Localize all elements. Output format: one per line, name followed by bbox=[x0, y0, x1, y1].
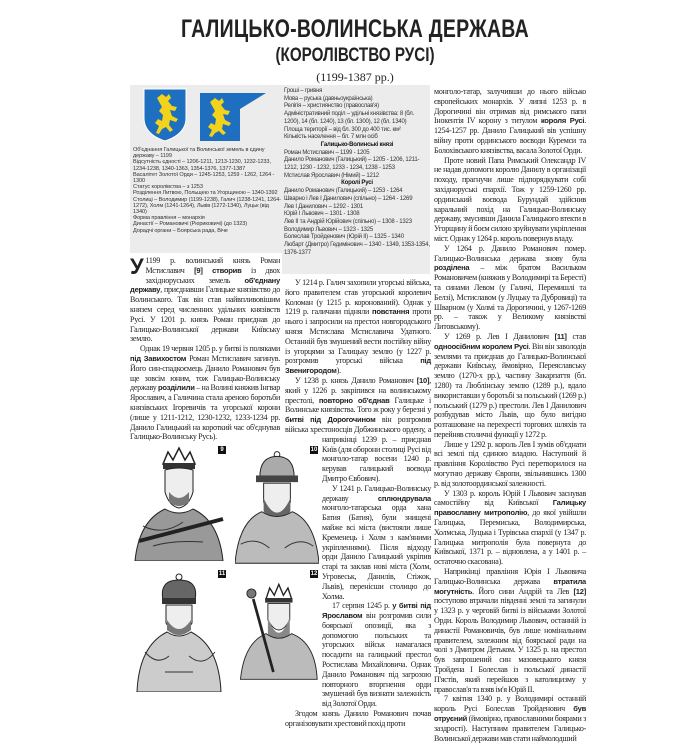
fact: Статус королівства – з 1253 bbox=[133, 184, 203, 191]
ruler: Болеслав Тройденович (Юрій ІІ) – 1325 - 1340 bbox=[284, 234, 404, 241]
ruler: Юрій І Львович – 1301 - 1308 bbox=[284, 211, 360, 218]
body-paragraph bbox=[434, 489, 586, 567]
portrait-roman-mstyslavych bbox=[133, 446, 225, 561]
text-run: У 1264 р. Данило Романович помер. Галицько-Волинська держава знову була bbox=[434, 243, 586, 263]
page-subtitle: (КОРОЛІВСТВО РУСІ) bbox=[275, 45, 435, 66]
bold-text-run: одноосібним королем Русі bbox=[434, 341, 529, 351]
text-run: 1199 р. волинський князь Роман Мстиславич bbox=[145, 256, 280, 275]
text-run: Однак 19 червня 1205 р. у битві із поляками bbox=[140, 344, 280, 354]
text-run: проти нього і запросили на престол новгородського князя Мстислава Мстиславича Удатного. Останній був змушений вести постійну війну із угорцями за Галицьку землю (у 1227 р. розгромив угорські війська bbox=[285, 307, 432, 366]
bold-text-run: повстання bbox=[372, 307, 410, 317]
text-run: 7 квітня 1340 р. у Володимирі останній король Русі Болеслав Тройденович bbox=[434, 694, 586, 714]
bold-text-run: Галицьку православну митрополію bbox=[434, 498, 586, 518]
text-run: Проте новий Папа Римський Олександр IV не надав допомоги королю Данилу в організації походу, прагнучи лише підпорядкувати собі західноруські єпархії. Тож у 1259-1260 рр. ординський воєвода Бурундай здійснив каральний похід на Галицько-Волинську державу, змусивши Данила Галицького втекти в Угорщину й боєм силою зруйнувати укріплення міст. Однак у 1264 р. король повернув владу. bbox=[434, 155, 586, 243]
ruler: Лев І Данилович – 1292 - 1301 bbox=[284, 203, 363, 210]
fact: Розділення Литвою, Польщею та Угорщиною – 1340-1392 bbox=[133, 190, 278, 197]
drop-cap: У bbox=[130, 254, 144, 279]
text-run: став bbox=[566, 331, 586, 341]
body-paragraph bbox=[130, 344, 280, 442]
ruler: Володимир Львович – 1323 - 1325 bbox=[284, 226, 373, 233]
text-run: Наприкінці правління Юрія І Львовича Галицько-Волинська держава bbox=[434, 567, 586, 586]
body-paragraph bbox=[434, 244, 586, 332]
fact: Площа території – від бл. 300 до 400 тис. км² bbox=[284, 126, 401, 133]
fact: Дорадчі органи – Боярська рада, Віче bbox=[133, 227, 228, 234]
portrait-andrii-lev-yuriiovychi bbox=[235, 576, 319, 684]
page-years: (1199-1387 рр.) bbox=[316, 70, 394, 84]
text-column-left bbox=[130, 256, 280, 442]
text-run: Лише у 1292 р. король Лев І зумів об'єднати всі землі під єдиною владою. Наступний й правління Королівство Русі перетворилося на могутню державу Європи, звільнившись 1300 р. від золотоординської залежності. bbox=[434, 439, 586, 488]
fact: Столиці – Володимир (1199-1238), Галич (1238-1241, 1264-1272), Холм (1241-1264), Львів (1272-1340), Луцьк (від 1340) bbox=[133, 196, 281, 216]
paragraphs bbox=[434, 87, 586, 743]
text-run: монголо-татарська орда хана Батия (Батия), були знищені майже всі міста (вистояли лише Кременець і Холм з кам'яними укріпленнями). Після відходу орди Данило Галицький укріпив старі та заклав нові міста (Холм, Угровеськ, Данилів, Стіжок, Львів), перенісши столицю до Холма. bbox=[322, 503, 431, 601]
text-run: Згодом князь Данило Романович почав організовувати хрестовий похід проти bbox=[285, 709, 431, 728]
bold-text-run: [12] bbox=[573, 586, 586, 596]
page-title: ГАЛИЦЬКО-ВОЛИНСЬКА ДЕРЖАВА bbox=[181, 15, 529, 43]
text-run: У 1269 р. Лев І Данилович bbox=[444, 331, 555, 341]
portrait-number-badge: 11 bbox=[218, 571, 226, 577]
bold-text-run: втратила могутність bbox=[434, 576, 586, 596]
text-run: він розгромив сили боярської опозиції, яка з допомогою польських та угорських військ намагалася посадити на галицький престол Ростислава Михайловича. Однак Данило Романович під загрозою повторного вторгнення орди змушений був визнати залежність від Золотої Орди. bbox=[322, 611, 431, 709]
kings-heading: Королі Русі bbox=[341, 180, 373, 187]
text-run: , до якої увійшли Галицька, Перемиська, Володимирська, Холмська, Луцька і Турівська єпархії (у 1347 р. Галицька митрополія була повернута до Київської, 1371 р. – відновлена, а у 1401 р. – остаточно скасована). bbox=[434, 508, 586, 567]
page-header bbox=[130, 14, 580, 86]
bold-text-run: [10] bbox=[416, 375, 430, 385]
bold-text-run: повторно об'єднав bbox=[318, 395, 390, 405]
text-run: монголо-татар, залучивши до нього військо європейських монархів. У липні 1253 р. в Дорогичині він отримав від римського папи Інокентія IV корону з титулом bbox=[434, 87, 586, 126]
paragraphs bbox=[130, 256, 280, 442]
text-run: У 1241 р. Галицько-Волинську державу bbox=[322, 483, 431, 503]
bold-text-run: [9] bbox=[194, 265, 203, 275]
fact: Форма правління – монархія bbox=[133, 215, 205, 222]
fact: Відсутність єдності – 1206-1211, 1213-1230, 1232-1233, 1234-1238, 1340-1363, 1354-1376, 1377-1387 bbox=[133, 159, 271, 172]
coat-of-arms-shield-icon bbox=[143, 88, 187, 142]
fact: Об'єднання Галицької та Волинської земель в єдину державу – 1199 bbox=[133, 147, 265, 160]
fact: Васалітет Золотої Орди – 1245-1253, 1259 - 1262, 1264 - 1300 bbox=[133, 171, 275, 185]
bold-text-run: розділили bbox=[158, 383, 195, 393]
text-column-right bbox=[434, 87, 586, 743]
body-paragraph bbox=[130, 256, 280, 344]
text-run: із двох західноруських земель bbox=[145, 265, 280, 285]
body-paragraph bbox=[434, 156, 586, 244]
bold-text-run: створив bbox=[212, 265, 242, 275]
text-run: , приєднавши Галицьке князівство до Волинського. Так він став найвпливовішим князем серед численних удільних князівств Русі. У 1201 р. князь Роман приєднав до Галицько-Волинської держави Київську землю. bbox=[130, 285, 280, 344]
text-run: ). bbox=[336, 366, 341, 376]
ruler: Мстислав Ярославич (Німий) – 1212 bbox=[284, 172, 379, 179]
text-run: – між братом Васильком Романовичем (княжив у Володимирі та Бересті) та синами Левом (у Галичі, Перемишлі та Белзі), Мстиславом (у Луцьку та Дубровиці) та Шварном (у Холмі та Дорогичині, у 1267-1269 рр. – також у Великому князівстві Литовському). bbox=[434, 263, 586, 332]
portrait-lev-danylovych bbox=[135, 572, 223, 692]
fact: Гроші – гривня bbox=[284, 88, 323, 94]
body-paragraph bbox=[434, 332, 586, 440]
text-run: , який у 1226 р. закріпився на волинському престолі, bbox=[285, 375, 431, 405]
bold-text-run: розділена bbox=[434, 263, 470, 273]
infobox-facts-right bbox=[284, 88, 430, 257]
text-run: . Він він заволодів землями та приєднав до Галицько-Волинської держави Київську, ймовірно, Переяславську землю (1270-х рр.), частину Закарпаття (бл. 1280) та Люблінську землю (1289 р.), вдало використавши у боротьбі за польський (1269 р.) польський (1279 р.) престоли. Лев І Данилович розбудував місто Львів, що було вигідно розташоване на перехресті торгових шляхів та перейняв столичні функції у 1272 р. bbox=[434, 341, 586, 439]
text-run: . Його сини Андрій та Лев bbox=[472, 586, 574, 596]
banner-lion-icon bbox=[200, 93, 266, 141]
ruler: Роман Мстиславич – 1199 - 1205 bbox=[284, 149, 370, 156]
text-run: Роман Мстиславич загинув. Його син-спадкоємець Данило Романович був ще зовсім юним, тож Галицько-Волинську державу bbox=[130, 353, 280, 393]
princes-heading: Галицько-Волинські князі bbox=[320, 141, 394, 148]
bold-text-run: об'єднану державу bbox=[130, 275, 280, 295]
body-paragraph bbox=[434, 440, 586, 489]
portrait-number-badge: 9 bbox=[218, 446, 226, 454]
text-run: У 1214 р. Галич захопили угорські війська, його правителем став угорський королевич Коломан (у 1215 р. коронований). Однак у 1219 р. галичани підняли bbox=[285, 278, 431, 317]
body-paragraph bbox=[434, 87, 586, 156]
body-paragraph bbox=[434, 694, 586, 743]
bold-text-run: короля Русі bbox=[540, 116, 585, 126]
text-run: У 1303 р. король Юрій І Львович заснував самостійну від Київської bbox=[434, 488, 586, 508]
body-paragraph bbox=[434, 567, 586, 694]
portrait-number-badge: 12 bbox=[310, 571, 318, 577]
ruler: Данило Романович (Галицький) – 1253 - 1264 bbox=[284, 188, 403, 195]
text-run: (ймовірно, православними боярами з заздрості). Наступним правителем Галицько-Волинської держави мав стати наймолодший bbox=[434, 714, 586, 743]
fact: Релігія – християнство (православ'я) bbox=[284, 103, 379, 110]
text-run: – на Волині княжив Інгвар Ярославич, а Галичина стала ареною боротьби князівських Ігоревичів та угорської корони (лише у 1211-1212, 1230-1232, 1233-1234 рр. Данило Галицький на короткий час об'єднував Галицько-Волинську Русь). bbox=[130, 383, 280, 442]
fact: Династії – Романовичі (Рюриковичі) (до 1323) bbox=[133, 221, 248, 228]
body-paragraph bbox=[285, 709, 431, 729]
infobox-facts-left bbox=[133, 147, 281, 234]
bold-text-run: битві під Дорогочином bbox=[285, 415, 376, 425]
bold-text-run: був отруєний bbox=[434, 704, 586, 723]
bold-text-run: у битві під Ярославом bbox=[322, 601, 431, 621]
text-run: 17 серпня 1245 р. bbox=[332, 601, 393, 611]
text-run: поступово втрачали південні землі та загинули у 1323 р. у черговій битві із військами Золотої Орди. Король Володимир Львович, останній із династії Романовичів, був лише номінальним правителем, залежним від боярської ради на чолі з Дмитром Детьком. У 1325 р. на престол був запрошений син мазовецького князя Тройдена І Болеслав із польської династії П'ястів, який перейшов з католицизму у православ'я та взяв ім'я Юрій ІІ. bbox=[434, 596, 586, 694]
ruler: Данило Романович (Галицький) – 1205 - 1206, 1211-1212, 1230 - 1232, 1233 - 1234, 1238 - 1253 bbox=[284, 157, 420, 172]
text-run: У 1238 р. князь Данило Романович bbox=[295, 375, 417, 385]
portrait-danylo-romanovych bbox=[235, 446, 319, 566]
bold-text-run: під Завихостом bbox=[130, 353, 187, 363]
bold-text-run: під Звенигородом bbox=[285, 356, 431, 376]
portrait-number-badge: 10 bbox=[310, 447, 318, 453]
fact: Кількість населення – бл. 7 млн осіб bbox=[284, 134, 378, 141]
text-run: . 1254-1257 рр. Данило Галицький вів успішну війну проти ординського воєводи Куремси та Болохівського князівства, васала Золотої Орди. bbox=[434, 116, 586, 155]
body-paragraph bbox=[285, 278, 431, 376]
text-run: Галицьке і Волинське князівства. Того ж року у березні у bbox=[285, 395, 431, 415]
fact: Мова – руська (давньоукраїнська) bbox=[284, 95, 373, 102]
ruler: Шварно і Лев І Данилович (спільно) – 1264 - 1269 bbox=[284, 195, 413, 202]
text-run: він розгромив війська хрестоносців Добжинського ордену, а наприкінці 1239 р. – приєднав Київ (для оборони столиці Русі від монголо-татар восени 1240 р. керував галицький воєвода Дмитро Євбович). bbox=[285, 415, 431, 483]
text-run bbox=[203, 266, 213, 275]
bold-text-run: [11] bbox=[554, 331, 567, 341]
bold-text-run: сплюндрувала bbox=[377, 493, 431, 503]
ruler: Любарт (Дмитро) Гедимінович – 1340 - 1349, 1353-1354, 1376-1377 bbox=[284, 242, 430, 256]
ruler: Лев ІІ та Андрій Юрійович (спільно) – 1308 - 1323 bbox=[284, 218, 412, 225]
fact: Адміністративний поділ – удільні князівства: 8 (бл. 1200), 14 (бл. 1240), 13 (бл. 1300), 12 (бл. 1340) bbox=[284, 111, 414, 125]
